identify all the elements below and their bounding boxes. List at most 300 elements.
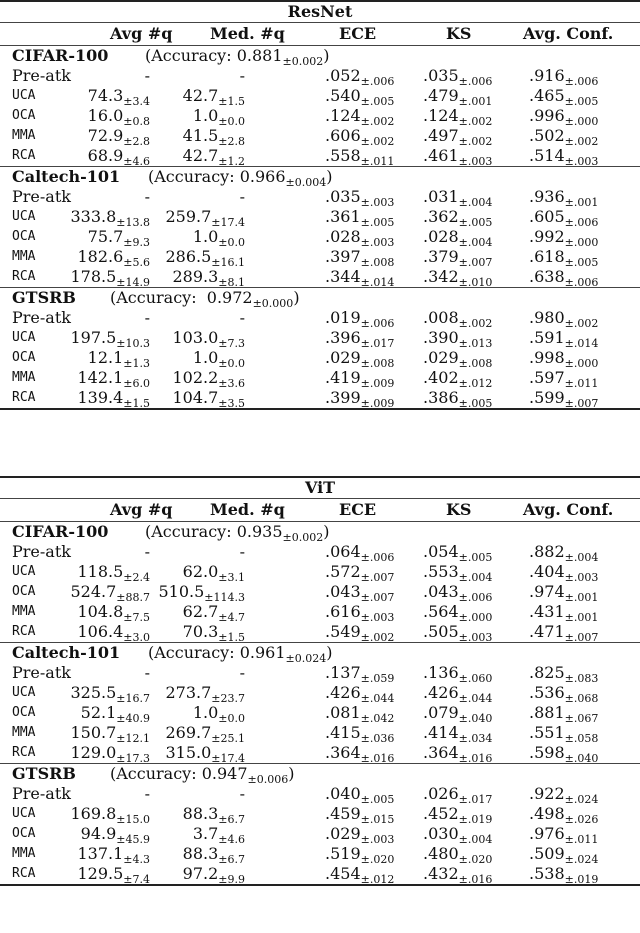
cell-avg-queries: [70, 804, 150, 826]
method-name: Pre-atk: [12, 187, 71, 206]
cell-std: ±3.6: [218, 377, 245, 390]
cell-value: 269.7: [165, 723, 212, 742]
cell-ks: [423, 66, 492, 88]
accuracy-close: ): [326, 167, 333, 186]
cell-ks: [423, 542, 492, 564]
dataset-accuracy: [148, 643, 332, 665]
cell-value: .008: [423, 308, 459, 327]
cell-value: 118.5: [77, 562, 124, 581]
cell-std: ±25.1: [211, 732, 245, 745]
cell-ks: [423, 723, 492, 745]
cell-avg-confidence: [529, 562, 598, 584]
cell-value: .540: [325, 86, 361, 105]
cell-avg-confidence: [529, 844, 598, 866]
cell-ks: [423, 582, 492, 604]
cell-ks: [423, 784, 492, 806]
cell-avg-queries: [77, 562, 150, 584]
cell-ece: [325, 844, 394, 866]
dataset-accuracy: [145, 522, 329, 544]
cell-std: ±0.0: [218, 712, 245, 725]
method-name: UCA: [12, 330, 36, 345]
cell-value: 182.6: [77, 247, 124, 266]
cell-ece: [325, 542, 394, 564]
cell-std: ±.011: [360, 155, 395, 168]
cell-avg-confidence: [529, 663, 598, 685]
cell-ks: [423, 106, 492, 128]
cell-value: .598: [529, 743, 565, 762]
cell-value: .029: [325, 824, 361, 843]
cell-ece: [325, 602, 394, 624]
cell-std: ±.002: [458, 317, 493, 330]
cell-median-queries: [183, 864, 245, 886]
cell-value: 104.8: [77, 602, 124, 621]
cell-avg-confidence: [529, 328, 598, 350]
table-row: [0, 86, 640, 106]
cell-value: 286.5: [165, 247, 212, 266]
cell-avg-queries: [88, 348, 150, 370]
cell-std: ±23.7: [211, 692, 245, 705]
cell-std: ±.002: [564, 135, 599, 148]
cell-value: .344: [325, 267, 361, 286]
cell-ks: [423, 267, 492, 289]
dataset-section-header: [0, 764, 640, 784]
cell-median-queries: [193, 824, 245, 846]
cell-ks: [423, 308, 492, 330]
cell-value: 315.0: [165, 743, 212, 762]
cell-std: ±17.4: [211, 216, 245, 229]
cell-value: .480: [423, 844, 459, 863]
cell-std: ±.007: [458, 256, 493, 269]
accuracy-close: ): [288, 764, 295, 783]
cell-value: 70.3: [182, 622, 219, 641]
cell-ece: [325, 582, 394, 604]
method-name: RCA: [12, 745, 36, 760]
cell-value: .031: [423, 187, 459, 206]
accuracy-std: ±0.000: [252, 297, 294, 310]
cell-value: 42.7: [182, 146, 219, 165]
method-name: MMA: [12, 725, 36, 740]
dataset-accuracy: [110, 764, 294, 786]
cell-std: ±3.0: [123, 631, 150, 644]
cell-avg-queries: [145, 66, 150, 88]
cell-median-queries: [183, 126, 245, 148]
cell-std: ±2.8: [123, 135, 150, 148]
cell-value: .936: [529, 187, 565, 206]
table-row: [0, 542, 640, 562]
accuracy-std: ±0.004: [285, 176, 327, 189]
cell-value: 62.0: [182, 562, 219, 581]
cell-ks: [423, 328, 492, 350]
cell-value: 74.3: [87, 86, 124, 105]
cell-value: 169.8: [70, 804, 117, 823]
cell-value: 72.9: [87, 126, 124, 145]
cell-ece: [325, 864, 394, 886]
table-row: [0, 348, 640, 368]
cell-std: ±0.0: [218, 357, 245, 370]
method-name: RCA: [12, 624, 36, 639]
cell-median-queries: [165, 743, 245, 765]
cell-ks: [423, 187, 492, 209]
table-row: [0, 328, 640, 348]
cell-value: .996: [529, 106, 565, 125]
cell-value: .136: [423, 663, 459, 682]
cell-median-queries: [240, 663, 245, 685]
cell-value: -: [144, 663, 150, 682]
cell-avg-confidence: [529, 106, 598, 128]
cell-std: ±.002: [458, 115, 493, 128]
cell-value: .431: [529, 602, 565, 621]
cell-value: -: [239, 187, 245, 206]
cell-avg-queries: [88, 106, 150, 128]
cell-value: .419: [325, 368, 361, 387]
table-title: ViT: [304, 478, 336, 497]
cell-value: .509: [529, 844, 565, 863]
cell-std: ±.016: [458, 873, 493, 886]
cell-value: 524.7: [70, 582, 117, 601]
cell-ece: [325, 622, 394, 644]
cell-ece: [325, 804, 394, 826]
column-header-med-q: Med. #q: [210, 24, 285, 43]
cell-value: .124: [423, 106, 459, 125]
cell-std: ±.000: [564, 357, 599, 370]
accuracy-std: ±0.002: [282, 531, 324, 544]
method-name: Pre-atk: [12, 542, 71, 561]
method-name: RCA: [12, 390, 36, 405]
cell-value: .519: [325, 844, 361, 863]
cell-avg-confidence: [529, 582, 598, 604]
cell-avg-queries: [77, 622, 150, 644]
cell-std: ±3.4: [123, 95, 150, 108]
cell-avg-queries: [145, 187, 150, 209]
cell-std: ±.004: [458, 833, 493, 846]
table-row: [0, 308, 640, 328]
cell-avg-queries: [145, 542, 150, 564]
accuracy-label: (Accuracy:: [148, 643, 240, 662]
cell-std: ±7.4: [123, 873, 150, 886]
cell-ece: [325, 368, 394, 390]
cell-value: .922: [529, 784, 565, 803]
cell-median-queries: [183, 602, 245, 624]
cell-std: ±.000: [564, 236, 599, 249]
cell-avg-queries: [70, 743, 150, 765]
cell-std: ±.002: [360, 631, 395, 644]
cell-value: -: [144, 784, 150, 803]
cell-std: ±.009: [360, 397, 395, 410]
dataset-accuracy: [145, 46, 329, 68]
cell-value: .505: [423, 622, 459, 641]
cell-std: ±.083: [564, 672, 599, 685]
cell-value: -: [144, 66, 150, 85]
cell-std: ±.040: [458, 712, 493, 725]
cell-std: ±.006: [458, 591, 493, 604]
method-name: OCA: [12, 705, 36, 720]
cell-avg-confidence: [529, 542, 598, 564]
cell-value: 12.1: [87, 348, 124, 367]
cell-std: ±.002: [360, 115, 395, 128]
dataset-accuracy: [110, 288, 300, 310]
cell-avg-queries: [88, 146, 150, 168]
method-name: Pre-atk: [12, 663, 71, 682]
cell-std: ±.004: [564, 551, 599, 564]
results-table-vit: [0, 476, 640, 886]
table-title: ResNet: [287, 2, 353, 21]
cell-std: ±2.8: [218, 135, 245, 148]
cell-avg-confidence: [529, 703, 598, 725]
cell-avg-confidence: [529, 126, 598, 148]
cell-std: ±1.5: [218, 95, 245, 108]
cell-median-queries: [240, 784, 245, 806]
accuracy-value: 0.966: [239, 167, 286, 186]
cell-median-queries: [183, 86, 245, 108]
dataset-section-header: [0, 522, 640, 542]
cell-ks: [423, 126, 492, 148]
cell-std: ±.058: [564, 732, 599, 745]
cell-std: ±13.8: [116, 216, 150, 229]
dataset-section-header: [0, 46, 640, 66]
cell-std: ±.024: [564, 793, 599, 806]
cell-std: ±1.3: [123, 357, 150, 370]
table-row: [0, 562, 640, 582]
cell-ks: [423, 368, 492, 390]
cell-ks: [423, 864, 492, 886]
cell-ece: [325, 227, 394, 249]
cell-ece: [325, 328, 394, 350]
cell-std: ±17.4: [211, 752, 245, 765]
cell-value: .364: [325, 743, 361, 762]
cell-ece: [325, 308, 394, 330]
cell-ece: [325, 126, 394, 148]
cell-value: 325.5: [70, 683, 117, 702]
column-header-avg-conf: Avg. Conf.: [523, 500, 614, 519]
cell-avg-confidence: [529, 187, 598, 209]
cell-value: .599: [529, 388, 565, 407]
cell-value: 68.9: [87, 146, 124, 165]
cell-std: ±.001: [564, 196, 599, 209]
cell-std: ±.003: [564, 571, 599, 584]
cell-ece: [325, 703, 394, 725]
cell-value: .432: [423, 864, 459, 883]
accuracy-label: (Accuracy:: [110, 288, 207, 307]
cell-avg-confidence: [529, 602, 598, 624]
accuracy-label: (Accuracy:: [110, 764, 202, 783]
cell-value: .379: [423, 247, 459, 266]
cell-value: 3.7: [192, 824, 219, 843]
cell-avg-queries: [77, 602, 150, 624]
column-header-row: [0, 23, 640, 45]
method-name: OCA: [12, 108, 36, 123]
cell-std: ±.068: [564, 692, 599, 705]
cell-ks: [423, 622, 492, 644]
cell-value: 1.0: [192, 348, 219, 367]
cell-value: .974: [529, 582, 565, 601]
cell-value: .026: [423, 784, 459, 803]
column-header-avg-q: Avg #q: [110, 500, 173, 519]
table-row: [0, 187, 640, 207]
cell-value: 273.7: [165, 683, 212, 702]
cell-median-queries: [165, 207, 245, 229]
table-row: [0, 602, 640, 622]
cell-value: 104.7: [172, 388, 219, 407]
cell-value: .029: [325, 348, 361, 367]
cell-avg-queries: [70, 723, 150, 745]
cell-value: .497: [423, 126, 459, 145]
cell-std: ±17.3: [116, 752, 150, 765]
cell-ece: [325, 187, 394, 209]
cell-ks: [423, 743, 492, 765]
column-header-med-q: Med. #q: [210, 500, 285, 519]
cell-value: .618: [529, 247, 565, 266]
cell-value: 88.3: [182, 804, 219, 823]
table-row: [0, 227, 640, 247]
cell-ece: [325, 348, 394, 370]
cell-value: .415: [325, 723, 361, 742]
cell-ece: [325, 207, 394, 229]
cell-value: -: [144, 308, 150, 327]
cell-std: ±14.9: [116, 276, 150, 289]
cell-value: .396: [325, 328, 361, 347]
cell-avg-queries: [145, 308, 150, 330]
cell-std: ±.005: [458, 551, 493, 564]
cell-std: ±.006: [360, 551, 395, 564]
cell-ece: [325, 784, 394, 806]
cell-std: ±.003: [360, 611, 395, 624]
cell-std: ±.001: [458, 95, 493, 108]
method-name: RCA: [12, 269, 36, 284]
cell-ks: [423, 804, 492, 826]
cell-value: .399: [325, 388, 361, 407]
method-name: RCA: [12, 866, 36, 881]
cell-std: ±15.0: [116, 813, 150, 826]
cell-value: .364: [423, 743, 459, 762]
cell-value: 137.1: [77, 844, 124, 863]
cell-value: .124: [325, 106, 361, 125]
method-name: RCA: [12, 148, 36, 163]
cell-value: 52.1: [80, 703, 117, 722]
cell-value: .572: [325, 562, 361, 581]
cell-median-queries: [165, 247, 245, 269]
cell-std: ±.017: [360, 337, 395, 350]
cell-std: ±.004: [458, 236, 493, 249]
cell-value: .459: [325, 804, 361, 823]
accuracy-value: 0.935: [236, 522, 283, 541]
table-row: [0, 267, 640, 287]
cell-std: ±.008: [458, 357, 493, 370]
cell-value: .386: [423, 388, 459, 407]
cell-median-queries: [193, 227, 245, 249]
cell-std: ±1.5: [123, 397, 150, 410]
cell-std: ±0.0: [218, 236, 245, 249]
table-row: [0, 388, 640, 408]
cell-value: .452: [423, 804, 459, 823]
cell-std: ±7.5: [123, 611, 150, 624]
cell-std: ±.014: [564, 337, 599, 350]
method-name: OCA: [12, 826, 36, 841]
cell-value: .035: [325, 187, 361, 206]
column-header-avg-conf: Avg. Conf.: [523, 24, 614, 43]
cell-avg-queries: [70, 267, 150, 289]
cell-value: .052: [325, 66, 361, 85]
accuracy-close: ): [293, 288, 300, 307]
cell-std: ±40.9: [116, 712, 150, 725]
cell-avg-queries: [70, 683, 150, 705]
cell-ks: [423, 844, 492, 866]
dataset-name: Caltech-101: [12, 167, 121, 186]
cell-std: ±4.7: [218, 611, 245, 624]
cell-std: ±.003: [564, 155, 599, 168]
cell-std: ±.005: [360, 95, 395, 108]
cell-value: 62.7: [182, 602, 219, 621]
dataset-name: GTSRB: [12, 288, 76, 307]
cell-ece: [325, 146, 394, 168]
cell-std: ±7.3: [218, 337, 245, 350]
cell-std: ±5.6: [123, 256, 150, 269]
method-name: UCA: [12, 564, 36, 579]
column-header-row: [0, 499, 640, 521]
cell-avg-confidence: [529, 227, 598, 249]
cell-ece: [325, 86, 394, 108]
method-name: UCA: [12, 806, 36, 821]
cell-median-queries: [193, 106, 245, 128]
method-name: MMA: [12, 604, 36, 619]
cell-value: .992: [529, 227, 565, 246]
cell-ks: [423, 86, 492, 108]
accuracy-std: ±0.024: [285, 652, 327, 665]
cell-avg-confidence: [529, 804, 598, 826]
cell-std: ±114.3: [204, 591, 245, 604]
table-row: [0, 146, 640, 166]
method-name: Pre-atk: [12, 66, 71, 85]
cell-avg-queries: [88, 86, 150, 108]
cell-value: 16.0: [87, 106, 124, 125]
cell-value: -: [239, 308, 245, 327]
dataset-section-header: [0, 288, 640, 308]
cell-value: 106.4: [77, 622, 124, 641]
table-row: [0, 663, 640, 683]
column-header-ks: KS: [446, 500, 472, 519]
cell-value: .605: [529, 207, 565, 226]
cell-value: 102.2: [172, 368, 219, 387]
accuracy-value: 0.961: [239, 643, 286, 662]
cell-std: ±.016: [458, 752, 493, 765]
column-header-avg-q: Avg #q: [110, 24, 173, 43]
cell-value: .558: [325, 146, 361, 165]
cell-median-queries: [240, 187, 245, 209]
column-header-ece: ECE: [339, 24, 377, 43]
dataset-accuracy: [148, 167, 332, 189]
cell-value: 289.3: [172, 267, 219, 286]
cell-median-queries: [172, 388, 245, 410]
cell-median-queries: [183, 804, 245, 826]
cell-value: -: [144, 187, 150, 206]
cell-avg-queries: [81, 703, 150, 725]
cell-value: .597: [529, 368, 565, 387]
cell-ks: [423, 348, 492, 370]
cell-value: .498: [529, 804, 565, 823]
cell-std: ±.042: [360, 712, 395, 725]
cell-value: .019: [325, 308, 361, 327]
cell-ks: [423, 824, 492, 846]
cell-ece: [325, 267, 394, 289]
table-row: [0, 864, 640, 884]
accuracy-close: ): [323, 46, 330, 65]
method-name: MMA: [12, 128, 36, 143]
cell-median-queries: [183, 844, 245, 866]
cell-avg-queries: [145, 663, 150, 685]
cell-std: ±.005: [458, 397, 493, 410]
cell-median-queries: [172, 368, 245, 390]
cell-ece: [325, 743, 394, 765]
cell-std: ±.007: [564, 397, 599, 410]
